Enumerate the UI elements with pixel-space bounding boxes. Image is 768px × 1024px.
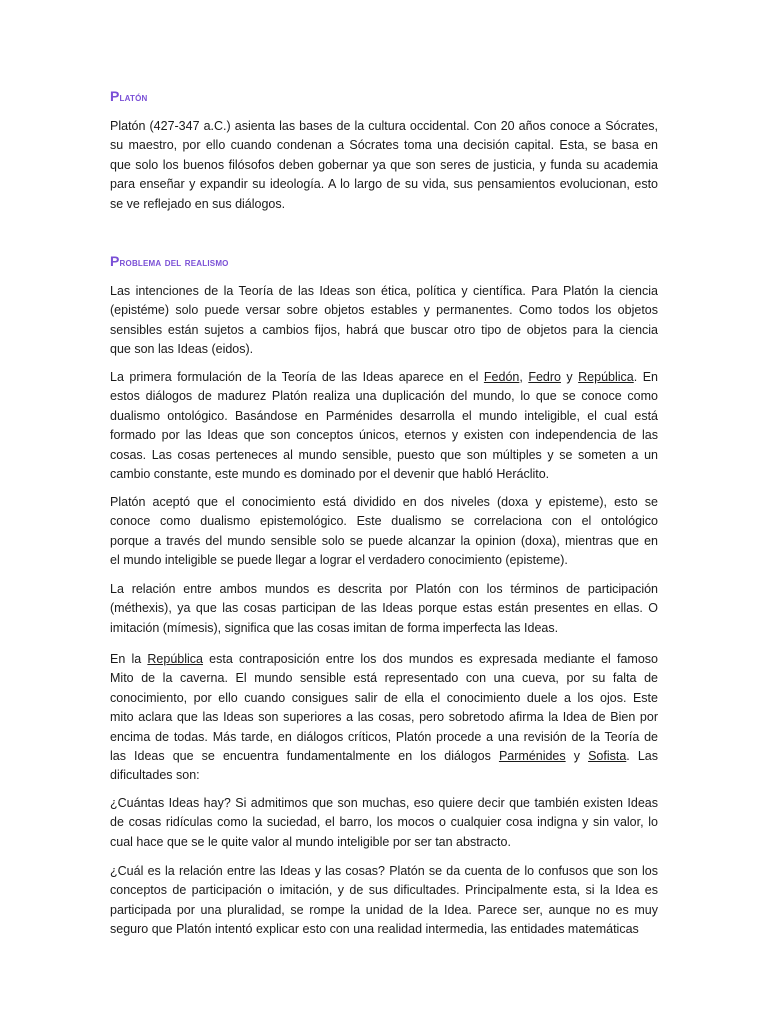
text-line: sensibles están sujetos a cambios fijos, habrá que buscar otro tipo de objetos para la ciencia [110,322,658,337]
work-title-link[interactable]: República [578,370,634,384]
text-line: se ve reflejado en sus diálogos. [110,196,286,211]
text-line: imitación (mímesis), significa que las cosas imitan de forma imperfecta las Ideas. [110,620,559,635]
heading-text: Problema del realismo [110,253,229,269]
text-line: cambio constante, este mundo es dominado por el devenir que habló Heráclito. [110,467,550,482]
text-line: el mundo inteligible se puede llegar a lograr el verdadero conocimiento (episteme). [110,553,568,568]
text-line: Mito de la caverna. El mundo sensible está representado con una cueva, por su falta de [110,671,658,686]
work-title-link[interactable]: Fedón [483,370,520,384]
text-line: Las intenciones de la Teoría de las Ideas son ética, política y científica. Para Platón la ciencia [110,284,658,298]
text-line: mito aclara que las Ideas son superiores a las cosas, pero sobretodo afirma la Idea de Bien por [110,710,658,725]
text-line: formado por las Ideas que son conceptos únicos, eternos y existen con independencia de las [110,428,658,443]
text-line: ¿Cuántas Ideas hay? Si admitimos que son muchas, eso quiere decir que también existen Ideas [110,796,658,810]
work-title-link[interactable]: Parménides [498,749,566,764]
text-line: que son las Ideas (eidos). [110,342,254,357]
text-line: conocimiento, por ello cuando consigues salir de ella el conocimiento duele a los ojos. Este [110,690,658,705]
text-line: En la República esta contraposición entre los dos mundos es expresada mediante el famoso [110,652,658,666]
section-heading-realismo [110,254,229,270]
text-line: porque a través del mundo sensible solo se puede alcanzar la opinion (doxa), mientras que en [110,533,658,548]
text-line: conoce como dualismo epistemológico. Este dualismo se correlaciona con el ontológico [110,514,658,529]
text-line: de cosas ridículas como la suciedad, el barro, los mocos o cualquier cosa indigna y sin valor, lo [110,815,658,830]
text-line: participada por una pluralidad, se rompe la unidad de la Idea. Parece ser, aunque no es muy [110,902,658,917]
text-line: cual hace que se le quite valor al mundo inteligible por ser tan abstracto. [110,834,511,849]
paragraph [110,493,658,571]
paragraph [110,117,658,214]
paragraph [110,862,658,940]
text-line: las Ideas que se encuentra fundamentalmente en los diálogos Parménides y Sofista. Las [110,749,658,764]
section-heading-platon [110,89,148,105]
paragraph [110,580,658,638]
paragraph [110,794,658,852]
text-line: dificultades son: [110,768,200,783]
text-line: ¿Cuál es la relación entre las Ideas y las cosas? Platón se da cuenta de lo confusos que son los [110,864,658,878]
work-title-link[interactable]: Sofista [588,749,627,764]
text-line: La relación entre ambos mundos es descrita por Platón con los términos de participación [110,582,658,596]
text-line: Platón aceptó que el conocimiento está dividido en dos niveles (doxa y episteme), esto se [110,495,658,509]
work-title-link[interactable]: República [147,652,203,666]
text-line: La primera formulación de la Teoría de las Ideas aparece en el Fedón, Fedro y República. En [110,370,658,384]
text-line: (méthexis), ya que las cosas participan de las Ideas porque estas están presentes en ellas. O [110,601,658,616]
paragraph [110,650,658,786]
heading-text: Platón [110,88,148,104]
text-line: seguro que Platón intentó explicar esto con una realidad intermedia, las entidades matemáticas [110,922,639,937]
paragraph [110,368,658,484]
text-line: conceptos de participación o imitación, y de sus dificultades. Principalmente esta, si la Idea es [110,883,658,898]
text-line: cosas. Las cosas perteneces al mundo sensible, puesto que son múltiples y se someten a un [110,447,658,462]
text-line: su maestro, por ello cuando condenan a Sócrates toma una decisión capital. Esta, se basa en [110,138,658,153]
work-title-link[interactable]: Fedro [528,370,561,384]
text-line: Platón (427-347 a.C.) asienta las bases de la cultura occidental. Con 20 años conoce a Sócrates, [110,119,658,133]
text-line: encima de todas. Más tarde, en diálogos críticos, Platón procede a una revisión de la Teoría de [110,729,658,744]
text-line: que solo los buenos filósofos deben gobernar ya que son seres de justicia, y funda su academia [110,157,658,172]
text-line: (epistéme) solo puede versar sobre objetos estables y permanentes. Como todos los objetos [110,303,658,318]
text-line: estos diálogos de madurez Platón realiza una duplicación del mundo, lo que se conoce como [110,389,658,404]
text-line: dualismo ontológico. Basándose en Parménides desarrolla el mundo inteligible, el cual está [110,408,658,423]
paragraph [110,282,658,360]
text-line: para enseñar y expandir su ideología. A lo largo de su vida, sus pensamientos evolucionan, esto [110,177,658,192]
